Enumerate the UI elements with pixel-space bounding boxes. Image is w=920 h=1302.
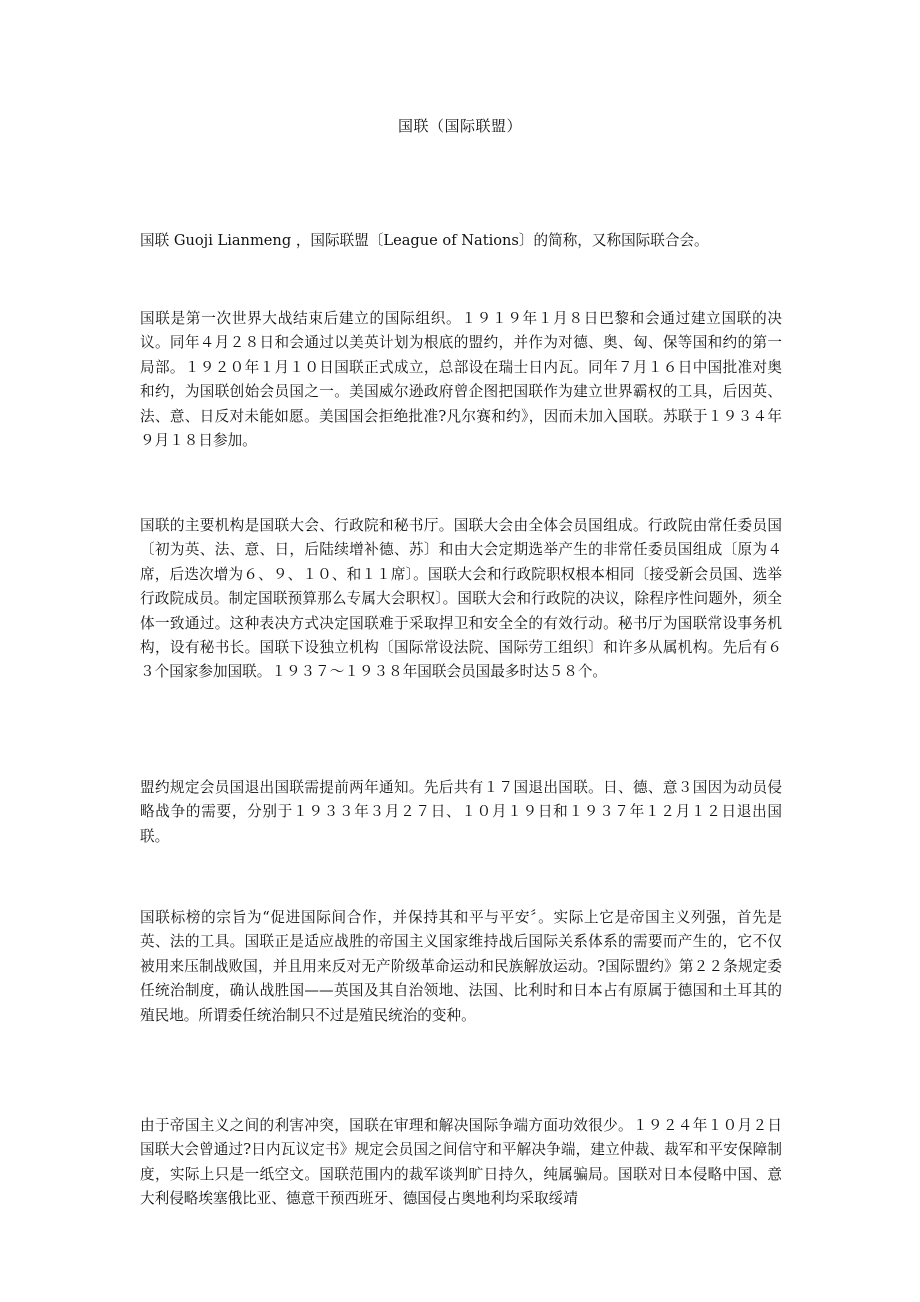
paragraph-withdrawal: 盟约规定会员国退出国联需提前两年通知。先后共有１７国退出国联。日、德、意３国因为动员侵略战争的需要，分别于１９３３年３月２７日、１０月１９日和１９３７年１２月１２日退出国联。 [140,779,782,845]
paragraph-history: 国联是第一次世界大战结束后建立的国际组织。１９１９年１月８日巴黎和会通过建立国联的决议。同年４月２８日和会通过以美英计划为根底的盟约，并作为对德、奥、匈、保等国和约的第一局部。１９２０年１月１０日国联正式成立，总部设在瑞士日内瓦。同年７月１６日中国批准对奥和约，为国联创始会员国之一。美国威尔逊政府曾企图把国联作为建立世界霸权的工具，后因英、法、意、日反对未能如愿。美国国会拒绝批准?凡尔赛和约》，因而未加入国联。苏联于１９３４年９月１８日参加。 [140,310,782,450]
paragraph-disputes: 由于帝国主义之间的利害冲突，国联在审理和解决国际争端方面功效很少。１９２４年１０月２日国联大会曾通过?日内瓦议定书》规定会员国之间信守和平解决争端，建立仲裁、裁军和平安保障制度，实际上只是一纸空文。国联范围内的裁军谈判旷日持久，纯属骗局。国联对日本侵略中国、意大利侵略埃塞俄比亚、德意干预西班牙、德国侵占奥地利均采取绥靖 [140,1117,782,1208]
paragraph-purpose: 国联标榜的宗旨为“促进国际间合作，并保持其和平与平安〞。实际上它是帝国主义列强，首先是英、法的工具。国联正是适应战胜的帝国主义国家维持战后国际关系体系的需要而产生的，它不仅被用来压制战败国，并且用来反对无产阶级革命运动和民族解放运动。?国际盟约》第２２条规定委任统治制度，确认战胜国——英国及其自治领地、法国、比利时和日本占有原属于德国和土耳其的殖民地。所谓委任统治制只不过是殖民统治的变种。 [140,909,782,1024]
paragraph-intro: 国联 Guoji Lianmeng ，国际联盟〔League of Nations〕的简称，又称国际联合会。 [140,232,709,249]
document-title: 国联（国际联盟） [397,117,522,135]
paragraph-organs: 国联的主要机构是国联大会、行政院和秘书厅。国联大会由全体会员国组成。行政院由常任委员国〔初为英、法、意、日，后陆续增补德、苏〕和由大会定期选举产生的非常任委员国组成〔原为４席，后迭次增为６、９、１０、和１１席〕。国联大会和行政院职权根本相同〔接受新会员国、选举行政院成员。制定国联预算那么专属大会职权〕。国联大会和行政院的决议，除程序性问题外，须全体一致通过。这种表决方式决定国联难于采取捍卫和安全全的有效行动。秘书厅为国联常设事务机构，设有秘书长。国联下设独立机构〔国际常设法院、国际劳工组织〕和许多从属机构。先后有６３个国家参加国联。１９３７～１９３８年国联会员国最多时达５８个。 [140,517,782,681]
